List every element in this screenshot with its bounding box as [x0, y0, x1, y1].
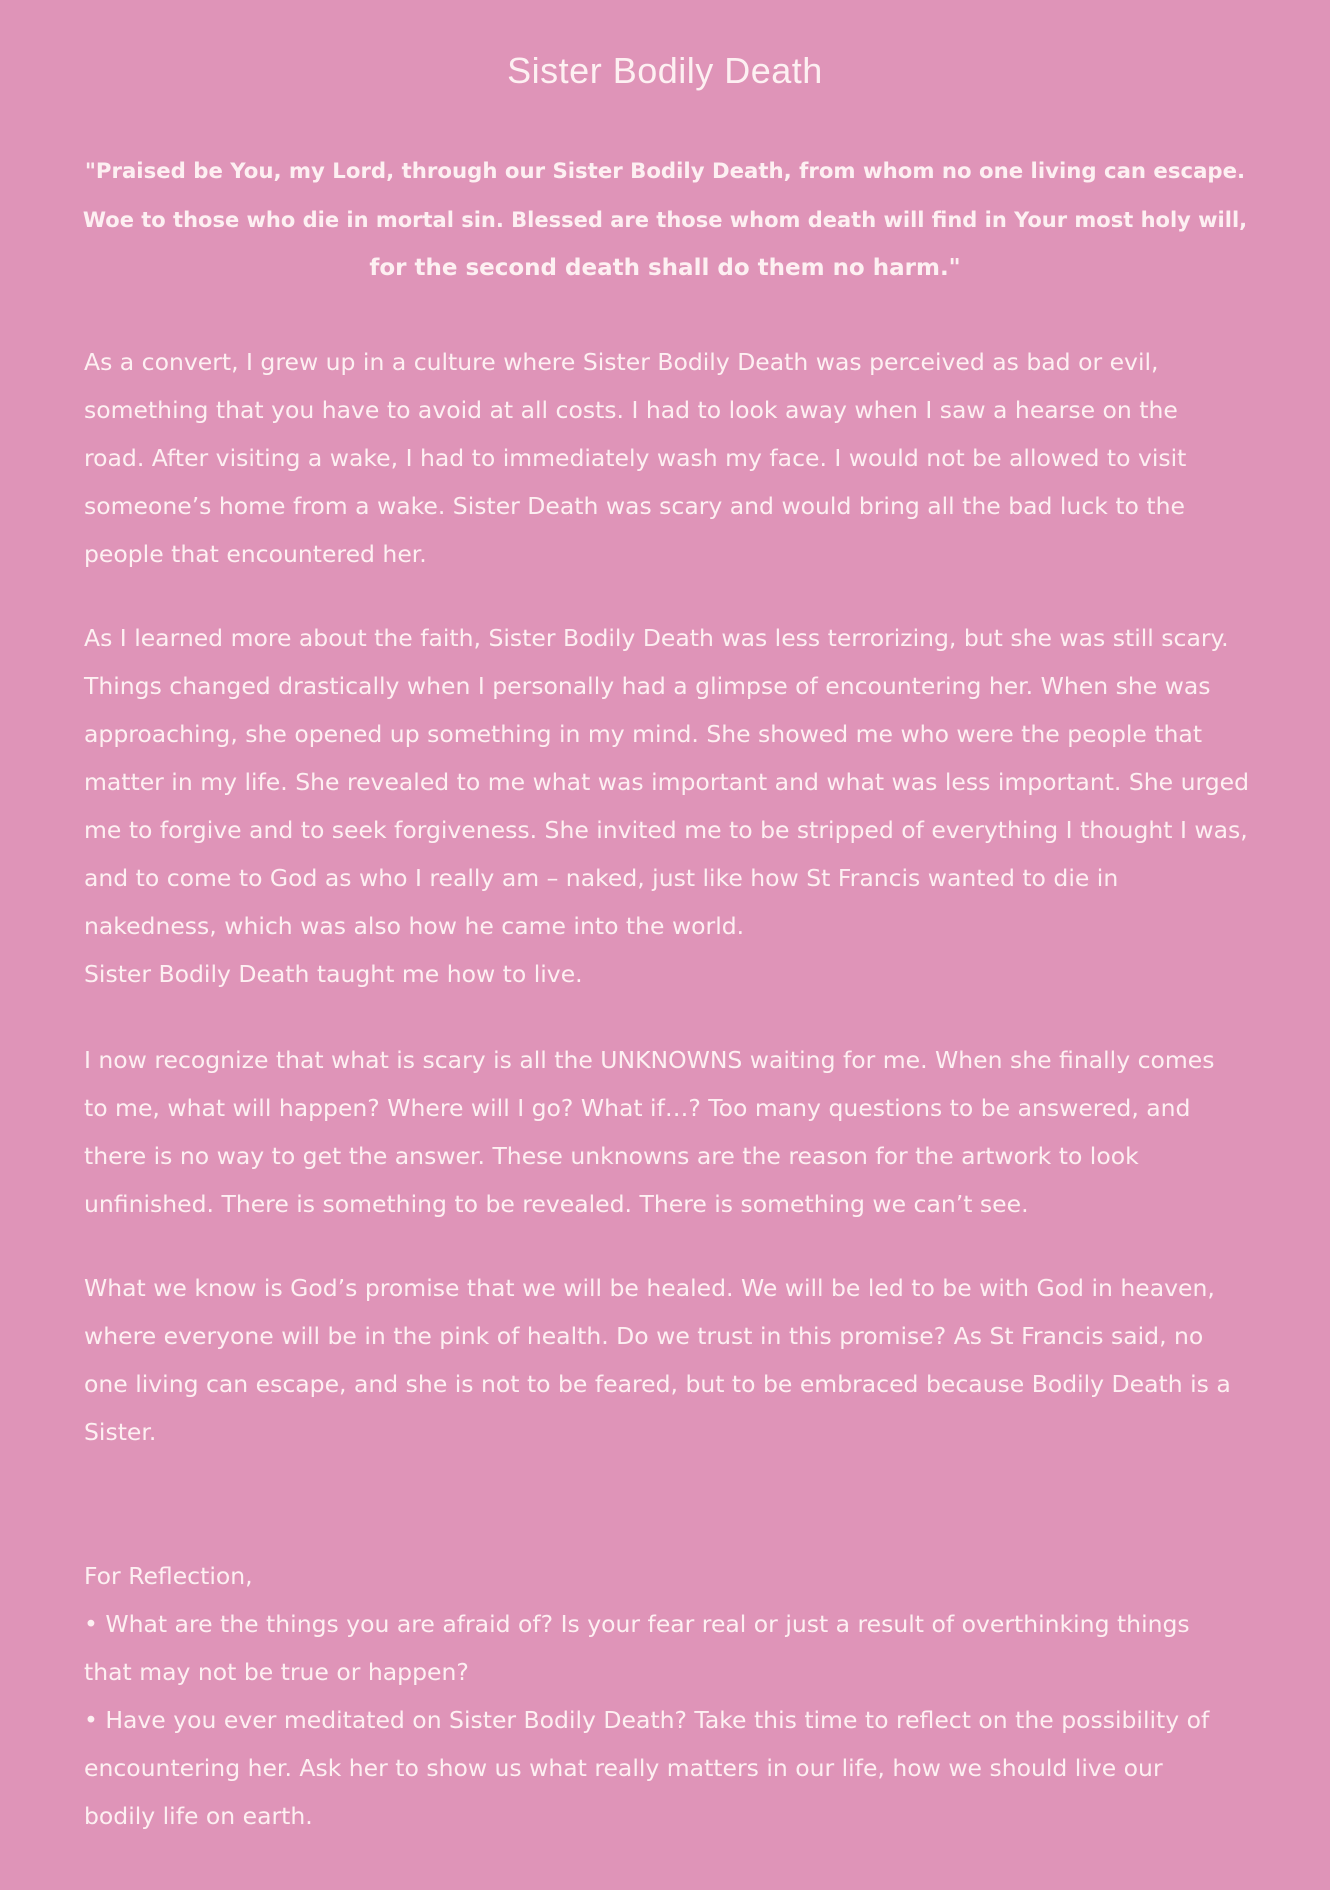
text-line: road. After visiting a wake, I had to immediately wash my face. I would not be allowed to visit	[84, 444, 1187, 472]
text-line: I now recognize that what is scary is all the UNKNOWNS waiting for me. When she finally comes	[84, 1046, 1215, 1074]
text-line: something that you have to avoid at all costs. I had to look away when I saw a hearse on the	[84, 396, 1178, 424]
quote-line: for the second death shall do them no harm."	[369, 255, 961, 281]
text-line: Things changed drastically when I personally had a glimpse of encountering her. When she was	[84, 672, 1211, 700]
reflection-section	[84, 1552, 1254, 1840]
text-line: As I learned more about the faith, Sister Bodily Death was less terrorizing, but she was still scary.	[84, 624, 1229, 652]
text-line: nakedness, which was also how he came into the world.	[84, 912, 745, 940]
text-line: matter in my life. She revealed to me what was important and what was less important. She urged	[84, 768, 1250, 796]
paragraph-convert-culture	[84, 338, 1254, 578]
text-line: people that encountered her.	[84, 540, 427, 568]
paragraph-promise	[84, 1264, 1254, 1456]
text-line: As a convert, I grew up in a culture where Sister Bodily Death was perceived as bad or evil,	[84, 348, 1159, 376]
reflection-item: • What are the things you are afraid of? Is your fear real or just a result of overthinking things	[84, 1610, 1190, 1638]
text-line: What we know is God’s promise that we will be healed. We will be led to be with God in heaven,	[84, 1274, 1215, 1302]
reflection-item-continued: that may not be true or happen?	[84, 1658, 469, 1686]
text-line: and to come to God as who I really am – naked, just like how St Francis wanted to die in	[84, 864, 1119, 892]
text-line: me to forgive and to seek forgiveness. She invited me to be stripped of everything I thought I was,	[84, 816, 1248, 844]
text-line: someone’s home from a wake. Sister Death was scary and would bring all the bad luck to the	[84, 492, 1185, 520]
text-line: Sister.	[84, 1418, 157, 1446]
page-title: Sister Bodily Death	[507, 50, 823, 91]
text-line: one living can escape, and she is not to be feared, but to be embraced because Bodily Death is a	[84, 1370, 1231, 1398]
paragraph-glimpse	[84, 614, 1254, 998]
quote-line: Woe to those who die in mortal sin. Blessed are those whom death will find in Your most holy will,	[82, 208, 1248, 232]
reflection-heading: For Reflection,	[84, 1562, 253, 1590]
reflection-item: • Have you ever meditated on Sister Bodily Death? Take this time to reflect on the possibility of	[84, 1706, 1210, 1734]
reflection-item-continued: bodily life on earth.	[84, 1802, 313, 1830]
quote-line: "Praised be You, my Lord, through our Sister Bodily Death, from whom no one living can escape.	[84, 159, 1246, 184]
text-line: unfinished. There is something to be revealed. There is something we can’t see.	[84, 1190, 1029, 1218]
text-line: approaching, she opened up something in my mind. She showed me who were the people that	[84, 720, 1203, 748]
opening-quote	[80, 148, 1250, 292]
paragraph-unknowns	[84, 1036, 1254, 1228]
text-line: Sister Bodily Death taught me how to live.	[84, 960, 583, 988]
text-line: there is no way to get the answer. These unknowns are the reason for the artwork to look	[84, 1142, 1139, 1170]
text-line: to me, what will happen? Where will I go? What if…? Too many questions to be answered, and	[84, 1094, 1191, 1122]
reflection-item-continued: encountering her. Ask her to show us what really matters in our life, how we should live our	[84, 1754, 1163, 1782]
text-line: where everyone will be in the pink of health. Do we trust in this promise? As St Francis said, no	[84, 1322, 1204, 1350]
